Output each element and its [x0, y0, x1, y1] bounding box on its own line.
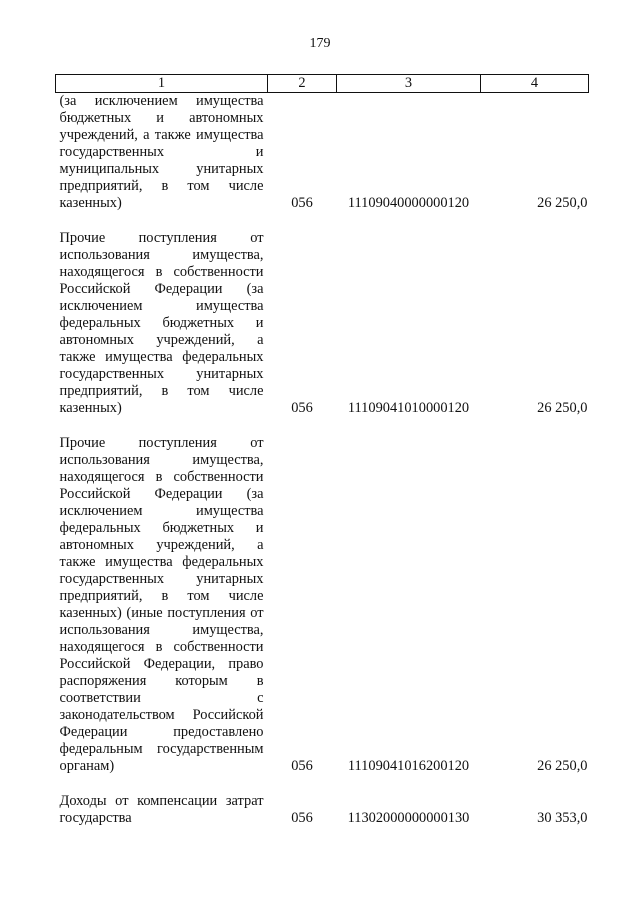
- budget-table: [55, 74, 589, 827]
- row-amount: 26 250,0: [537, 758, 588, 774]
- column-header-3: 3: [337, 75, 481, 93]
- row-description: (за исключением имущества бюджетных и автономных учреждений, а также имущества государственных и муниципальных унитарных предприятий, в том числе казенных): [59, 93, 264, 211]
- row-description: Прочие поступления от использования имущества, находящегося в собственности Российской Федерации (за исключением имущества федеральных бюджетных и автономных учреждений, а также имущества федеральных государственных унитарных предприятий, в том числе казенных) (иные поступления от использования имущества, находящегося в собственности Российской Федерации, право распоряжения которым в соответствии с законодательством Российской Федерации предоставлено федеральным государственным органам): [59, 435, 264, 774]
- row-admin-code: 056: [291, 400, 313, 416]
- row-classification-code: 11109041016200120: [347, 758, 470, 774]
- column-header-4: 4: [481, 75, 589, 93]
- column-header-1: 1: [56, 75, 268, 93]
- row-spacer: [56, 775, 589, 793]
- table-row: [56, 93, 589, 213]
- table-header-row: [56, 75, 589, 93]
- table-row: [56, 435, 589, 775]
- row-classification-code: 11109041010000120: [347, 400, 470, 416]
- row-description: Доходы от компенсации затрат государства: [59, 793, 264, 826]
- table-row: [56, 793, 589, 827]
- row-amount: 26 250,0: [537, 195, 588, 211]
- row-admin-code: 056: [291, 758, 313, 774]
- table-row: [56, 230, 589, 417]
- row-spacer: [56, 212, 589, 230]
- page-number: 179: [309, 36, 331, 51]
- row-classification-code: 11109040000000120: [347, 195, 470, 211]
- row-description: Прочие поступления от использования имущества, находящегося в собственности Российской Федерации (за исключением имущества федеральных бюджетных и автономных учреждений, а также имущества федеральных государственных унитарных предприятий, в том числе казенных): [59, 230, 264, 416]
- row-spacer: [56, 417, 589, 435]
- row-amount: 26 250,0: [537, 400, 588, 416]
- row-admin-code: 056: [291, 195, 313, 211]
- row-admin-code: 056: [291, 810, 313, 826]
- row-classification-code: 11302000000000130: [347, 810, 470, 826]
- column-header-2: 2: [268, 75, 337, 93]
- row-amount: 30 353,0: [537, 810, 588, 826]
